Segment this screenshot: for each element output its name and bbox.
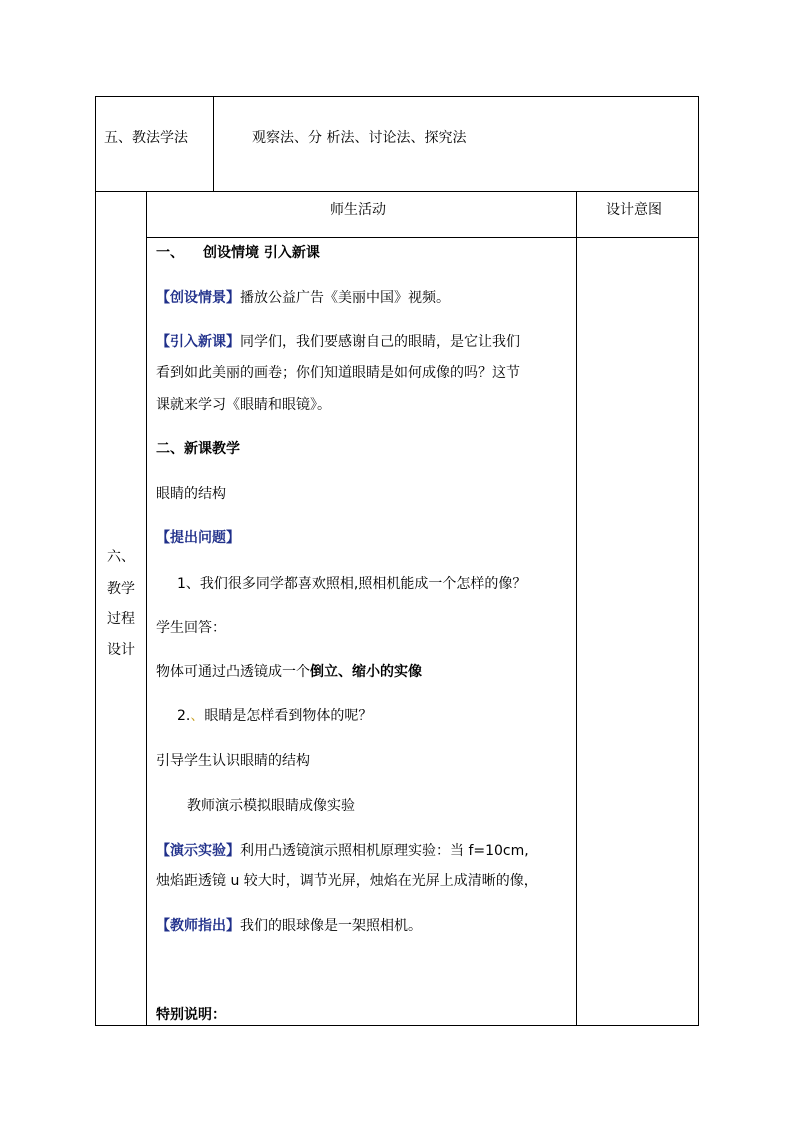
row5-label-divider bbox=[213, 96, 214, 192]
col-header-activity: 师生活动 bbox=[330, 202, 386, 218]
teacher-point-paragraph bbox=[156, 916, 422, 936]
intro-paragraph-line2: 看到如此美丽的画卷；你们知道眼睛是如何成像的吗？这节 bbox=[156, 365, 520, 381]
scenario-paragraph bbox=[156, 288, 450, 308]
row6-label-divider bbox=[146, 191, 147, 1026]
section-1-number: 一、 bbox=[156, 245, 184, 261]
table-border-right bbox=[698, 96, 699, 1026]
row6-label-line2: 教学 bbox=[107, 581, 135, 597]
row6-label-line4: 设计 bbox=[107, 642, 135, 658]
scenario-tag: 【创设情景】 bbox=[156, 290, 240, 306]
subtopic-eye-structure: 眼睛的结构 bbox=[156, 486, 226, 502]
table-border-top bbox=[95, 96, 699, 97]
demo-intro-text: 教师演示模拟眼睛成像实验 bbox=[187, 798, 355, 814]
question-2-text: 眼睛是怎样看到物体的呢？ bbox=[204, 708, 373, 724]
intro-paragraph-line1 bbox=[156, 332, 520, 352]
col-header-intent: 设计意图 bbox=[606, 202, 662, 218]
question-2-number: 2. bbox=[177, 708, 191, 724]
answer-sentence bbox=[156, 662, 422, 682]
section-2-title: 二、新课教学 bbox=[156, 441, 240, 457]
demo-text-line1: 利用凸透镜演示照相机原理实验：当 f=10cm, bbox=[240, 843, 529, 859]
header-row-divider bbox=[146, 237, 699, 238]
question-2 bbox=[177, 706, 372, 726]
question-2-separator: 、 bbox=[190, 708, 205, 724]
table-border-left bbox=[95, 96, 96, 1026]
answer-emphasis: 倒立、缩小的实像 bbox=[310, 664, 422, 680]
demo-tag: 【演示实验】 bbox=[156, 843, 240, 859]
intro-tag: 【引入新课】 bbox=[156, 334, 240, 350]
table-border-row-divider bbox=[95, 191, 699, 192]
guide-text: 引导学生认识眼睛的结构 bbox=[156, 753, 310, 769]
intro-paragraph-line3: 课就来学习《眼睛和眼镜》。 bbox=[156, 397, 331, 413]
scenario-text: 播放公益广告《美丽中国》视频。 bbox=[240, 290, 450, 306]
answer-text: 物体可通过凸透镜成一个 bbox=[156, 664, 310, 680]
teacher-point-text: 我们的眼球像是一架照相机。 bbox=[240, 918, 422, 934]
row5-content: 观察法、分 析法、讨论法、探究法 bbox=[252, 130, 467, 146]
row5-label: 五、教法学法 bbox=[104, 130, 188, 146]
question-1: 1、我们很多同学都喜欢照相,照相机能成一个怎样的像？ bbox=[177, 576, 527, 592]
row6-label-line3: 过程 bbox=[107, 611, 135, 627]
section-1-title: 创设情境 引入新课 bbox=[203, 245, 320, 261]
table-border-bottom bbox=[95, 1025, 699, 1026]
teacher-point-tag: 【教师指出】 bbox=[156, 918, 240, 934]
intro-text-line1: 同学们，我们要感谢自己的眼睛，是它让我们 bbox=[240, 334, 520, 350]
intent-column-divider bbox=[576, 191, 577, 1026]
question-tag: 【提出问题】 bbox=[156, 530, 240, 546]
student-answer-label: 学生回答： bbox=[156, 620, 226, 636]
demo-paragraph-line2: 烛焰距透镜 u 较大时，调节光屏，烛焰在光屏上成清晰的像， bbox=[156, 873, 538, 889]
demo-paragraph-line1 bbox=[156, 841, 529, 861]
special-note-label: 特别说明： bbox=[156, 1007, 226, 1023]
row6-label-line1: 六、 bbox=[107, 549, 135, 565]
